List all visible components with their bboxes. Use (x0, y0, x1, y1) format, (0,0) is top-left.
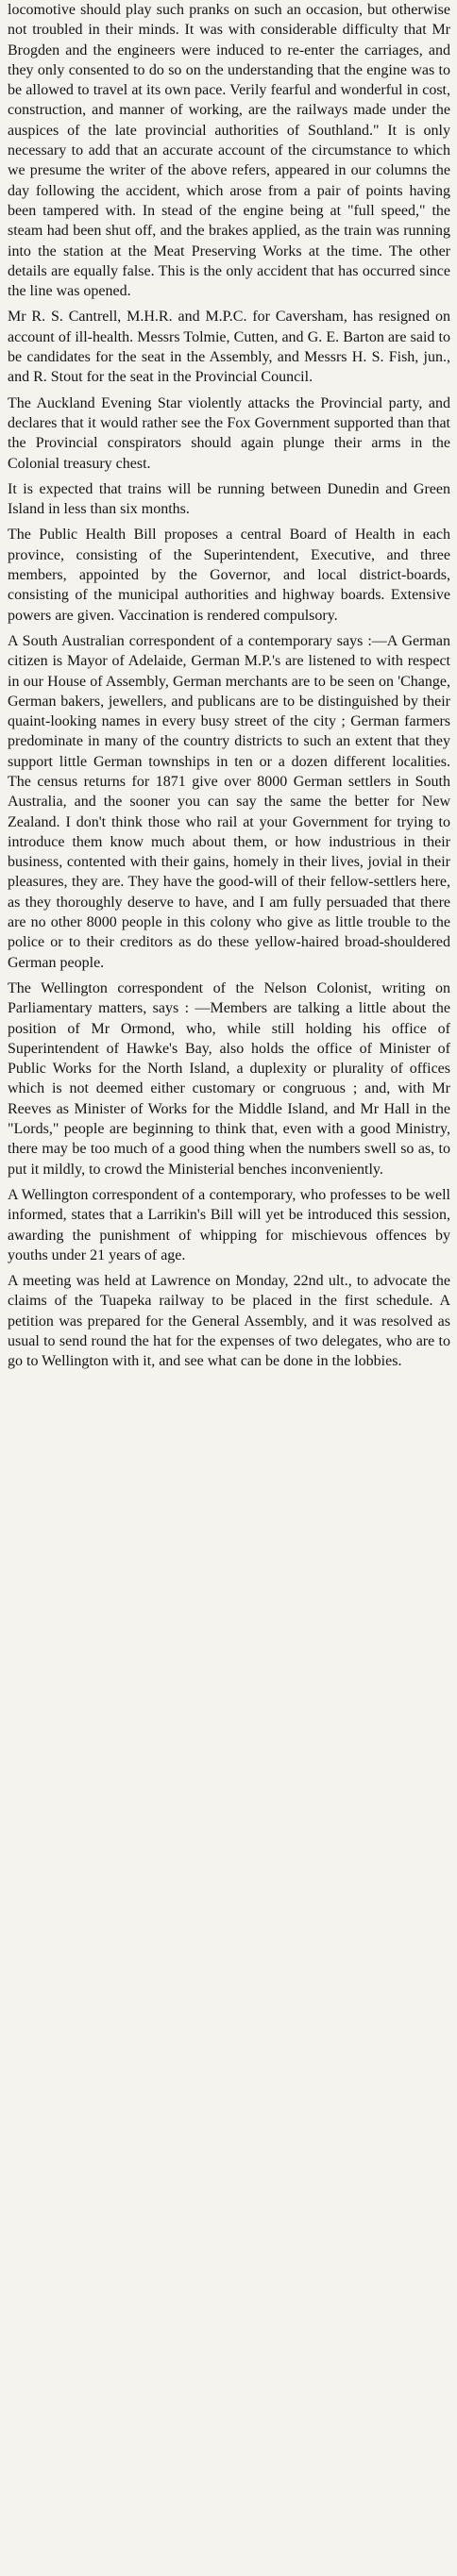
article-public-health-bill: The Public Health Bill proposes a central Board of Health in each province, consisting of the Superintendent, Executive, and three members, appointed by the Governor, and local district-boards, consisting of the municipal authorities and highway boards. Extensive powers are given. Vaccination is rendered compulsory. (8, 527, 450, 624)
article-dunedin-green-island-trains: It is expected that trains will be running between Dunedin and Green Island in less than six months. (8, 480, 450, 518)
article-wellington-correspondent: The Wellington correspondent of the Nelson Colonist, writing on Parliamentary matters, says : —Members are talking a little about the position of Mr Ormond, who, while still holding his office of Superintendent of Hawke's Bay, also holds the office of Minister of Public Works for the North Island, a duplexity or plurality of offices which is not deemed either customary or congruous ; and, with Mr Reeves as Minister of Works for the Middle Island, and Mr Hall in the "Lords," people are beginning to think that, even with a good Ministry, there may be too much of a good thing when the numbers swell so as, to put it mildly, to crowd the Ministerial benches inconveniently. (8, 979, 450, 1178)
article-auckland-evening-star: The Auckland Evening Star violently attacks the Provincial party, and declares that it would rather see the Fox Government supported than that the Provincial conspirators should again plunge their arms in the Colonial treasury chest. (8, 394, 450, 472)
article-lawrence-meeting: A meeting was held at Lawrence on Monday, 22nd ult., to advocate the claims of the Tuapeka railway to be placed in the first schedule. A petition was prepared for the General Assembly, and it was resolved as usual to send round the hat for the expenses of two delegates, who are to go to Wellington with it, and see what can be done in the lobbies. (8, 1273, 450, 1370)
article-german-settlers: A South Australian correspondent of a contemporary says :—A German citizen is Mayor of Adelaide, German M.P.'s are listened to with respect in our House of Assembly, German merchants are to be seen on 'Change, German bakers, jewellers, and publicans are to be distinguished by their quaint-looking names in every busy street of the city ; German farmers predominate in many of the country districts to such an extent that they support little German townships in ten or a dozen different localities. The census returns for 1871 give over 8000 German settlers in South Australia, and the sooner you can say the same the better for New Zealand. I don't think those who rail at your Government for trying to introduce them know much about them, or how industrious in their business, contented with their gains, homely in their lives, jovial in their pleasures, they are. They have the good-will of their fellow-settlers here, as they thoroughly deserve to have, and I am fully persuaded that there are no other 8000 people in this colony who give as little trouble to the police or to their creditors as do these yellow-haired broad-shouldered German people. (8, 632, 450, 971)
article-larrikins-bill: A Wellington correspondent of a contemporary, who professes to be well informed, states that a Larrikin's Bill will yet be introduced this session, awarding the punishment of whipping for mischievous offences by youths under 21 years of age. (8, 1186, 450, 1263)
article-cantrell-resignation: Mr R. S. Cantrell, M.H.R. and M.P.C. for Caversham, has resigned on account of ill-health. Messrs Tolmie, Cutten, and G. E. Barton are said to be candidates for the seat in the Assembly, and Messrs H. S. Fish, jun., and R. Stout for the seat in the Provincial Council. (8, 309, 450, 386)
article-continuation: locomotive should play such pranks on such an occasion, but otherwise not troubled in their minds. It was with considerable difficulty that Mr Brogden and the engineers were induced to re-enter the carriages, and they only consented to do so on the understanding that the engine was to be allowed to travel at its own pace. Verily fearful and wonderful in cost, construction, and manner of working, are the railways made under the auspices of the late provincial authorities of Southland." It is only necessary to add that an accurate account of the circumstance to which we presume the writer of the above refers, appeared in our columns the day following the accident, which arose from a pair of points having been tampered with. In stead of the engine being at "full speed," the steam had been shut off, and the brakes applied, as the train was running into the station at the Meat Preserving Works at the time. The other details are equally false. This is the only accident that has occurred since the line was opened. (8, 2, 450, 300)
